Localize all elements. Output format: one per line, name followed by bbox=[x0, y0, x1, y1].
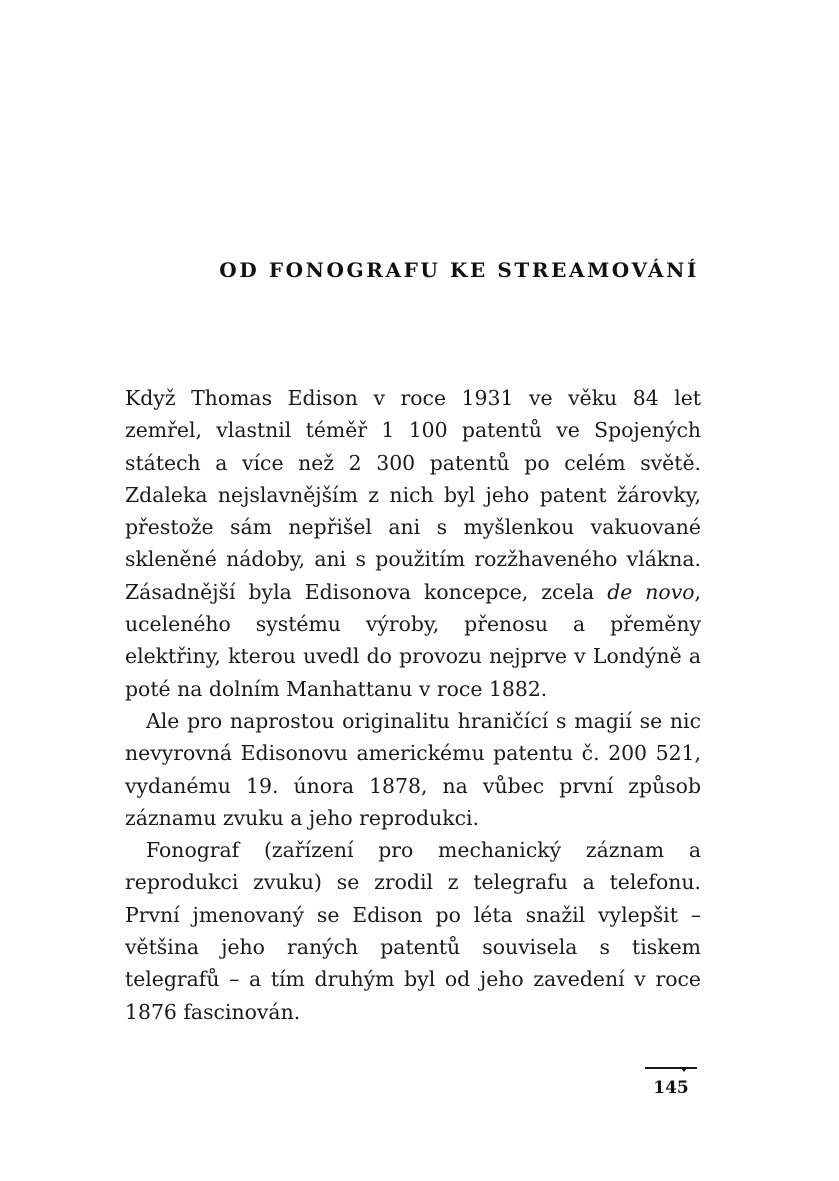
paragraph-2: Ale pro naprostou originalitu hraničící s magií se nic nevyrovná Edisonovu americkému patentu č. 200 521, vydanému 19. února 1878, na vůbec první způsob záznamu zvuku a jeho reprodukci. bbox=[125, 708, 701, 830]
chapter-title: OD FONOGRAFU KE STREAMOVÁNÍ bbox=[219, 258, 699, 282]
folio-marker-icon bbox=[680, 1067, 688, 1072]
paragraph-1-italic: de novo bbox=[607, 579, 695, 604]
body-text bbox=[125, 382, 701, 1028]
paragraph-1 bbox=[125, 382, 701, 705]
folio-rule bbox=[645, 1067, 697, 1069]
paragraph-1-text-b: , uceleného systému výroby, přenosu a přeměny elektřiny, kterou uvedl do provozu nejprve v Londýně a poté na dolním Manhattanu v roce 1882. bbox=[125, 579, 701, 701]
paragraph-3: Fonograf (zařízení pro mechanický záznam a reprodukci zvuku) se zrodil z telegrafu a telefonu. První jmenovaný se Edison po léta snažil vylepšit – většina jeho raných patentů souvisela s tiskem telegrafů – a tím druhým byl od jeho zavedení v roce 1876 fascinován. bbox=[125, 838, 701, 1024]
paragraph-1-text-a: Když Thomas Edison v roce 1931 ve věku 84 let zemřel, vlastnil téměř 1 100 patentů ve Spojených státech a více než 2 300 patentů po celém světě. Zdaleka nejslavnějším z nich byl jeho patent žárovky, přestože sám nepřišel ani s myšlenkou vakuované skleněné nádoby, ani s použitím rozžhaveného vlákna. Zásadnější byla Edisonova koncepce, zcela bbox=[125, 386, 701, 604]
page-number: 145 bbox=[653, 1078, 689, 1098]
